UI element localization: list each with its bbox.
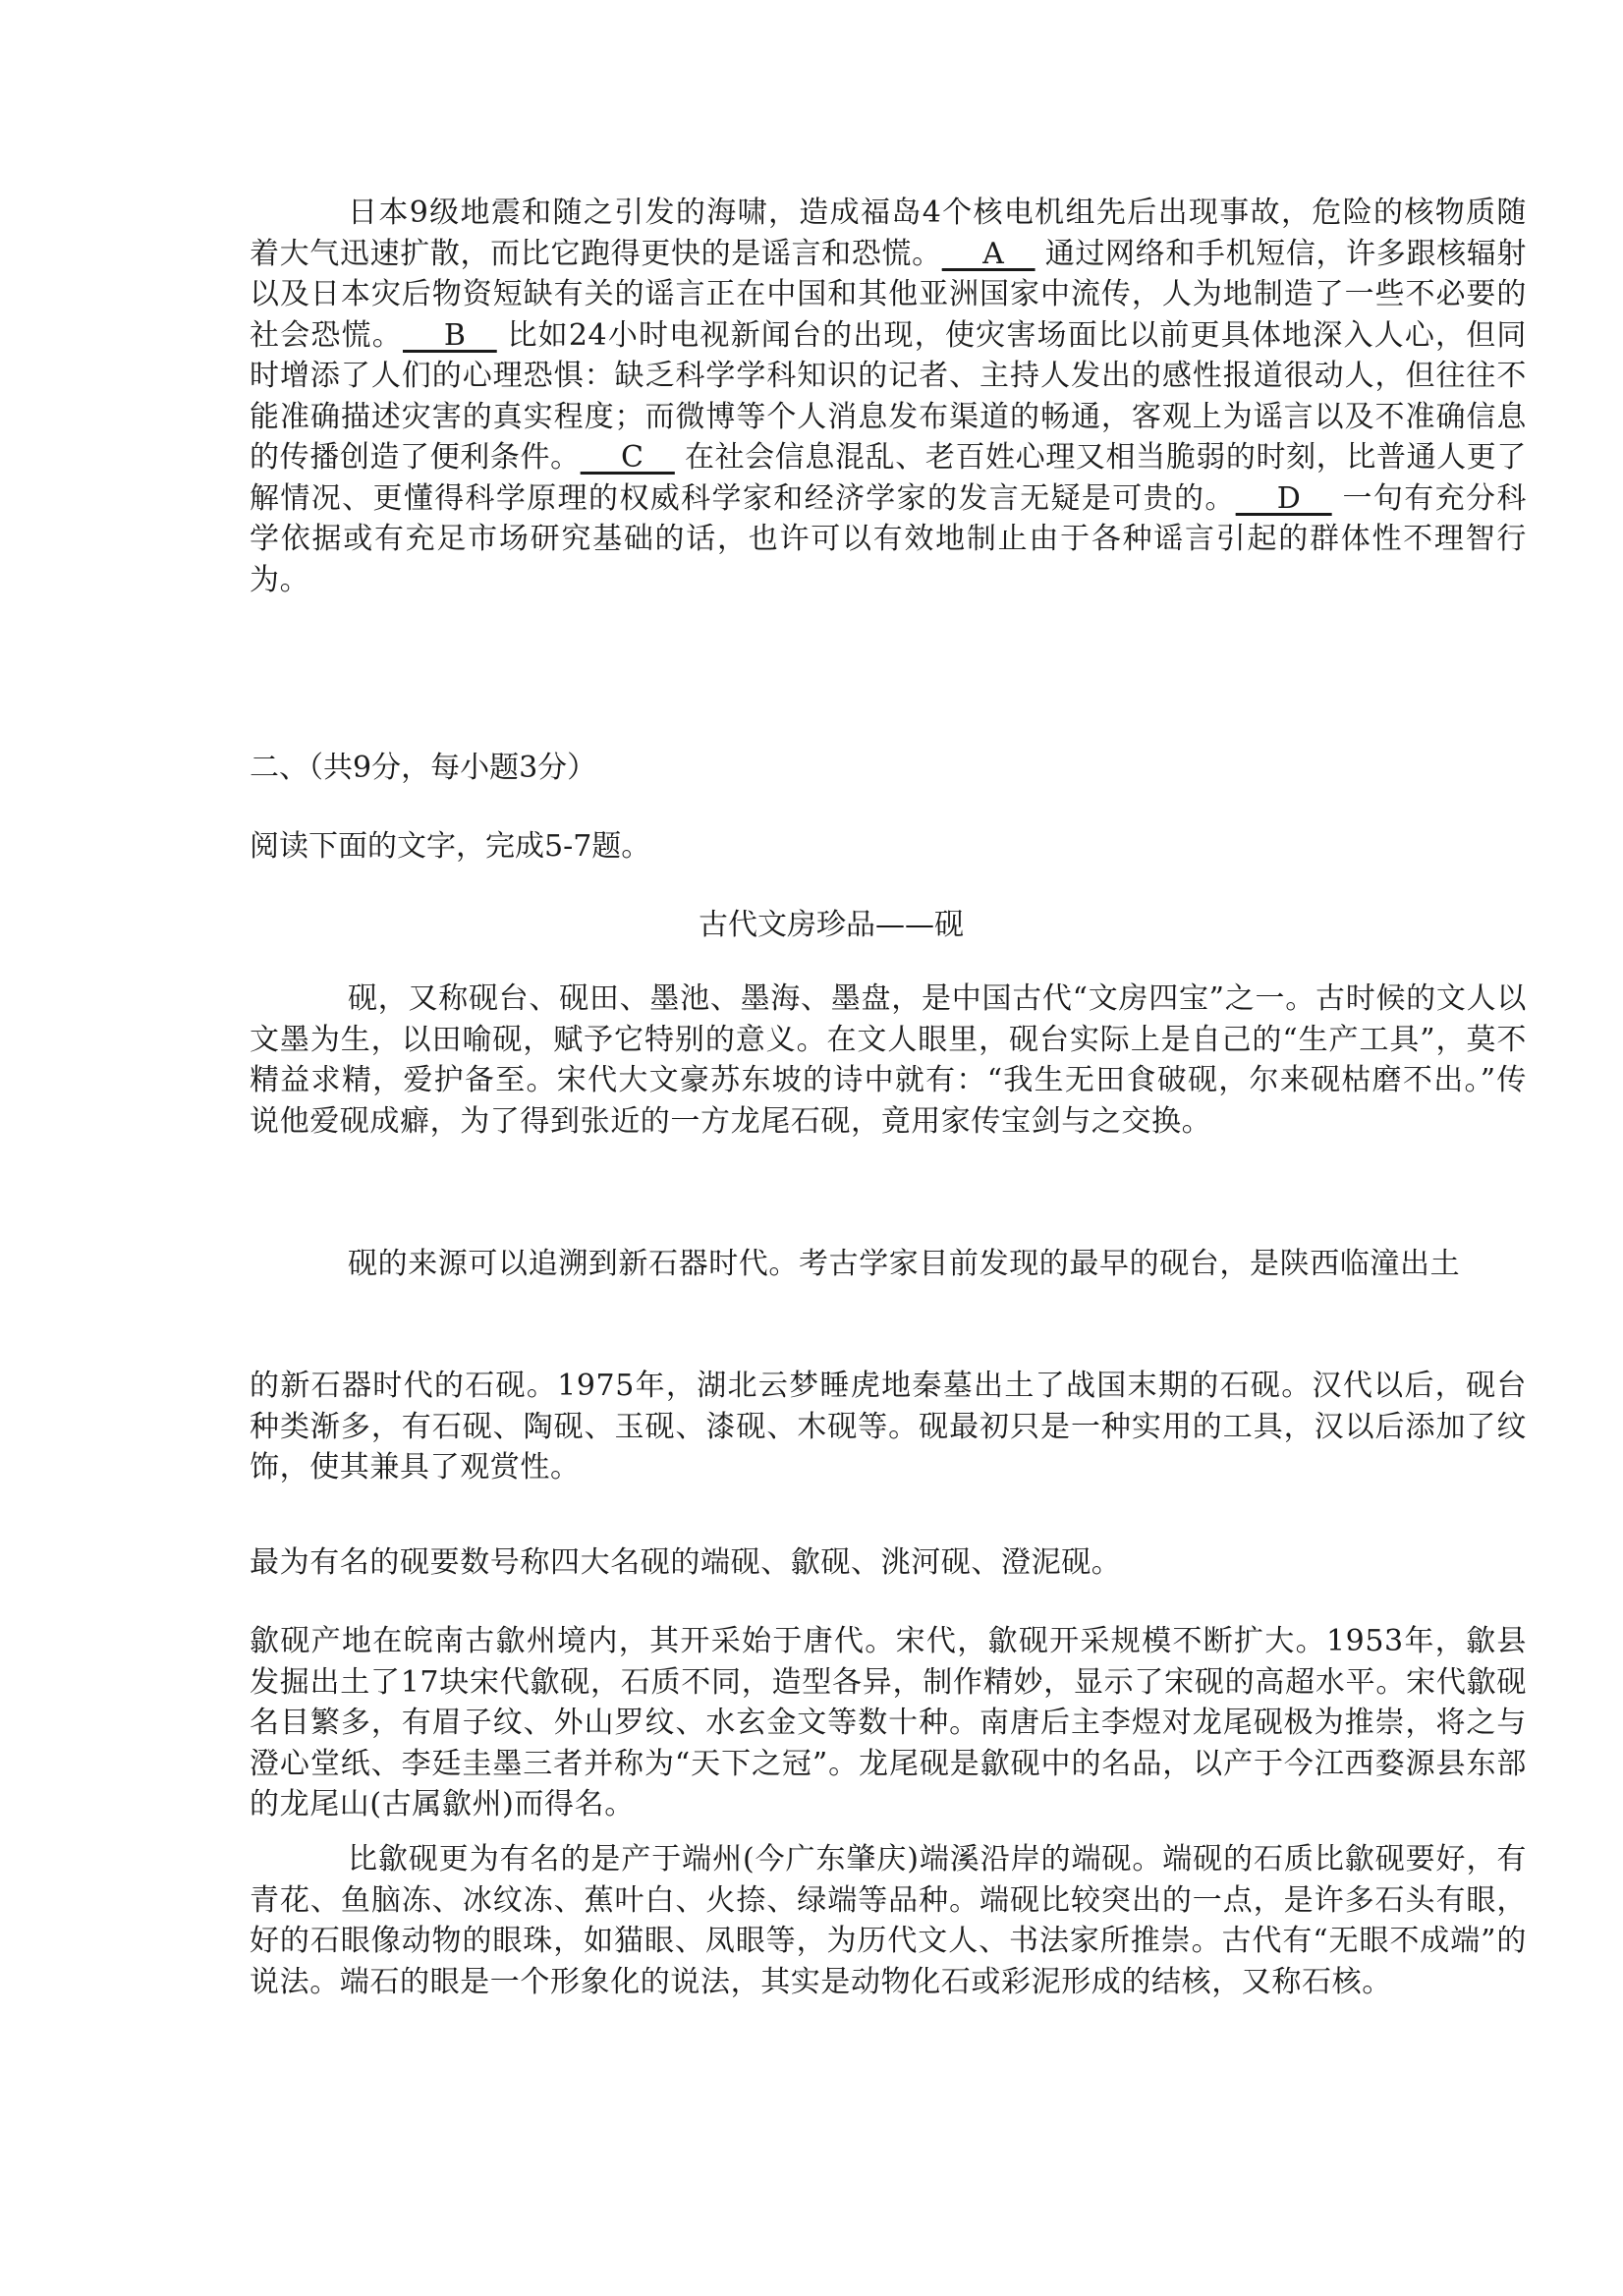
blank-d: __ D__ xyxy=(1235,480,1332,516)
article-paragraph-3: 最为有名的砚要数号称四大名砚的端砚、歙砚、洮河砚、澄泥砚。 xyxy=(250,1545,1122,1580)
article-paragraph-5: 比歙砚更为有名的是产于端州(今广东肇庆)端溪沿岸的端砚。端砚的石质比歙砚要好，有青花、鱼脑冻、冰纹冻、蕉叶白、火捺、绿端等品种。端砚比较突出的一点，是许多石头有眼，好的石眼像动物的眼珠，如猫眼、凤眼等，为历代文人、书法家所推崇。古代有“无眼不成端”的说法。端石的眼是一个形象化的说法，其实是动物化石或彩泥形成的结核，又称石核。 xyxy=(250,1842,1527,1999)
passage-sentence-5: 一句有充分科学依据或有充足市场研究基础的话，也许可以有效地制止由于各种谣言引起的群体性不理智行为。 xyxy=(250,480,1527,597)
section-heading: 二、（共9分，每小题3分） xyxy=(250,751,597,785)
article-paragraph-4: 歙砚产地在皖南古歙州境内，其开采始于唐代。宋代，歙砚开采规模不断扩大。1953年，歙县发掘出土了17块宋代歙砚，石质不同，造型各异，制作精妙，显示了宋砚的高超水平。宋代歙砚名目繁多，有眉子纹、外山罗纹、水玄金文等数十种。南唐后主李煜对龙尾砚极为推崇，将之与澄心堂纸、李廷圭墨三者并称为“天下之冠”。龙尾砚是歙砚中的名品，以产于今江西婺源县东部的龙尾山(古属歙州)而得名。 xyxy=(250,1624,1527,1821)
article-paragraph-2-continued: 的新石器时代的石砚。1975年，湖北云梦睡虎地秦墓出土了战国末期的石砚。汉代以后，砚台种类渐多，有石砚、陶砚、玉砚、漆砚、木砚等。砚最初只是一种实用的工具，汉以后添加了纹饰，使其兼具了观赏性。 xyxy=(250,1369,1527,1484)
passage-sentence-2: 通过网络和手机短信，许多跟核辐射以及日本灾后物资短缺有关的谣言正在中国和其他亚洲国家中流传，人为地制造了一些不必要的社会恐慌。 xyxy=(250,236,1527,353)
blank-c: __ C__ xyxy=(580,440,675,475)
blank-a: __ A__ xyxy=(941,236,1035,271)
section-instruction: 阅读下面的文字，完成5-7题。 xyxy=(250,829,651,864)
passage-sentence-4: 在社会信息混乱、老百姓心理又相当脆弱的时刻，比普通人更了解情况、更懂得科学原理的权威科学家和经济学家的发言无疑是可贵的。 xyxy=(250,440,1527,516)
passage-sentence-1: 日本9级地震和随之引发的海啸，造成福岛4个核电机组先后出现事故，危险的核物质随着大气迅速扩散，而比它跑得更快的是谣言和恐慌。 xyxy=(250,196,1527,271)
passage-sentence-3: 比如24小时电视新闻台的出现，使灾害场面比以前更具体地深入人心，但同时增添了人们的心理恐惧：缺乏科学学科知识的记者、主持人发出的感性报道很动人，但往往不能准确描述灾害的真实程度；而微博等个人消息发布渠道的畅通，客观上为谣言以及不准确信息的传播创造了便利条件。 xyxy=(250,317,1527,475)
article-title: 古代文房珍品——砚 xyxy=(699,908,964,942)
rumor-passage xyxy=(250,193,1527,600)
blank-b: __ B__ xyxy=(402,317,497,353)
article-paragraph-1: 砚，又称砚台、砚田、墨池、墨海、墨盘，是中国古代“文房四宝”之一。古时候的文人以文墨为生，以田喻砚，赋予它特别的意义。在文人眼里，砚台实际上是自己的“生产工具”，莫不精益求精，爱护备至。宋代大文豪苏东坡的诗中就有：“我生无田食破砚，尔来砚枯磨不出。”传说他爱砚成癖，为了得到张近的一方龙尾石砚，竟用家传宝剑与之交换。 xyxy=(250,981,1527,1139)
article-paragraph-2-first-line: 砚的来源可以追溯到新石器时代。考古学家目前发现的最早的砚台，是陕西临潼出土 xyxy=(348,1247,1461,1281)
